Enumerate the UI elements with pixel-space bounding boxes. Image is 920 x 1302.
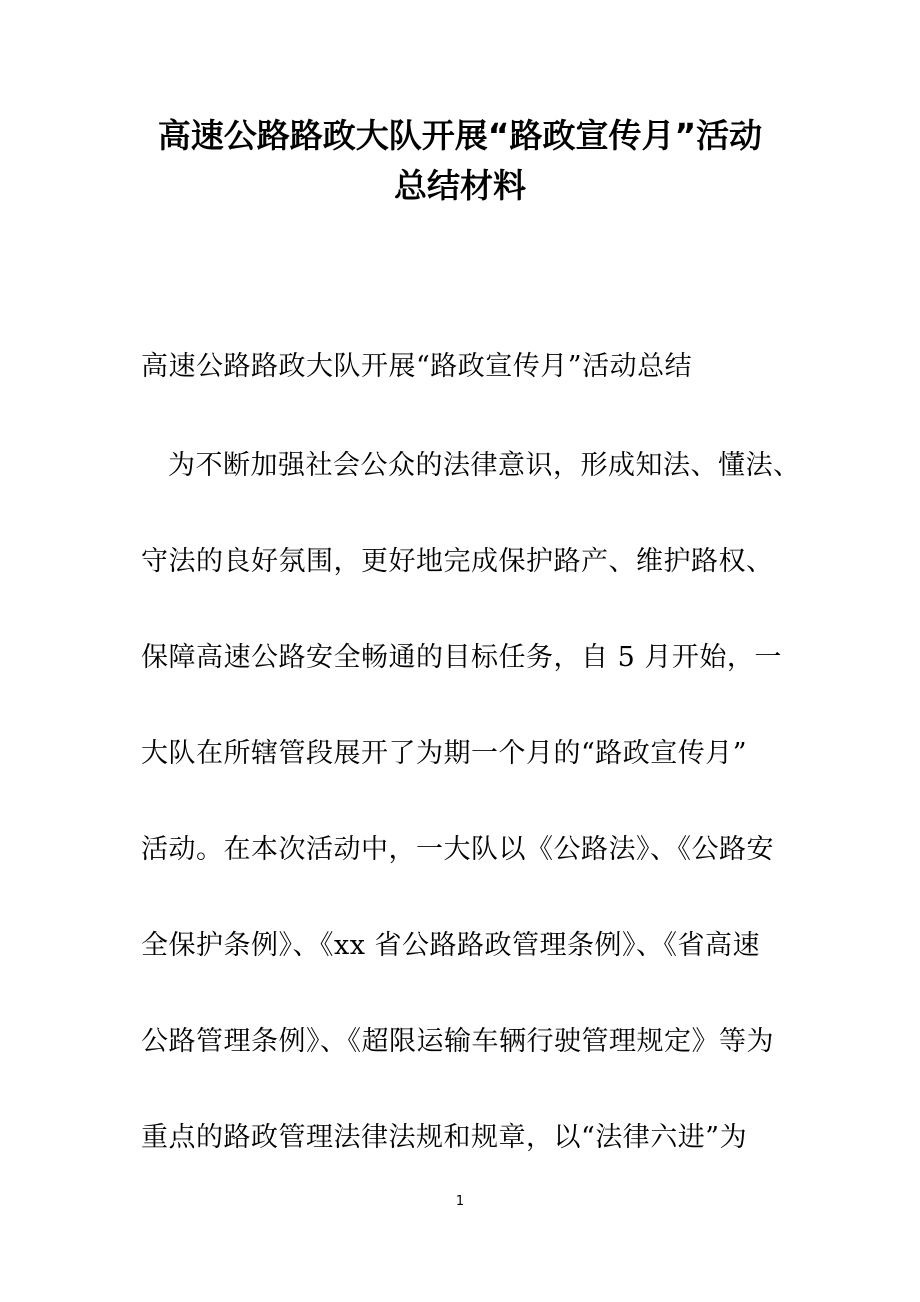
document-title-line-1: 高速公路路政大队开展“路政宣传月”活动 bbox=[157, 116, 763, 155]
body-line: 公路管理条例》、《超限运输车辆行驶管理规定》等为 bbox=[141, 1026, 774, 1057]
document-title-line-2: 总结材料 bbox=[394, 166, 526, 205]
page-number: 1 bbox=[455, 1194, 465, 1209]
body-line: 大队在所辖管段展开了为期一个月的“路政宣传月” bbox=[141, 738, 748, 769]
body-line: 全保护条例》、《xx 省公路路政管理条例》、《省高速 bbox=[141, 930, 761, 961]
body-line: 守法的良好氛围，更好地完成保护路产、维护路权、 bbox=[141, 546, 774, 577]
body-line: 活动。在本次活动中，一大队以《公路法》、《公路安 bbox=[141, 834, 774, 865]
body-line: 重点的路政管理法律法规和规章，以“法律六进”为 bbox=[141, 1122, 748, 1153]
body-line: 为不断加强社会公众的法律意识，形成知法、懂法、 bbox=[168, 450, 801, 481]
body-line: 保障高速公路安全畅通的目标任务，自 5 月开始，一 bbox=[141, 642, 782, 673]
body-line-subtitle: 高速公路路政大队开展“路政宣传月”活动总结 bbox=[141, 351, 693, 382]
